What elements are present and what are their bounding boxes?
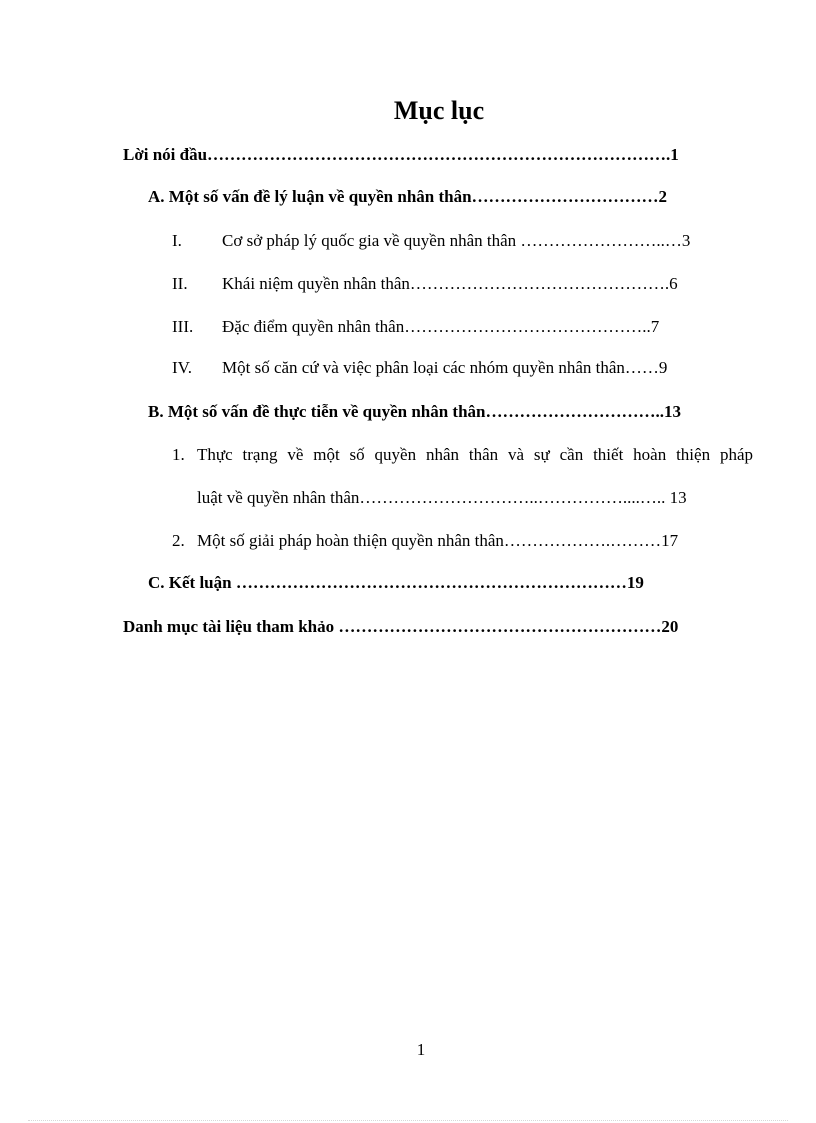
toc-entry-a4-number: IV. [172,358,192,377]
toc-entry-b1-number: 1. [172,445,185,464]
toc-entry-b1-line1: Thực trạng về một số quyền nhân thân và sự cần thiết hoàn thiện pháp [197,445,753,464]
toc-entry-a1: Cơ sở pháp lý quốc gia về quyền nhân thân ……………………..…3 [222,231,691,250]
toc-entry-a2: Khái niệm quyền nhân thân……………………………………….6 [222,274,678,293]
toc-entry-b2: Một số giải pháp hoàn thiện quyền nhân thân……………….………17 [197,531,679,550]
page-bottom-divider [28,1120,788,1121]
toc-entry-intro: Lời nói đầu……………………………………………………………………….1 [123,145,679,164]
toc-entry-b1-line2: luật về quyền nhân thân…………………………..……………....….. 13 [197,488,687,507]
toc-entry-section-c: C. Kết luận ……………………………………………………………19 [148,573,644,592]
toc-entry-a4: Một số căn cứ và việc phân loại các nhóm quyền nhân thân……9 [222,358,668,377]
page-number: 1 [416,1040,426,1059]
page-title: Mục lục [393,96,485,125]
toc-entry-a3: Đặc điểm quyền nhân thân……………………………………..7 [222,317,660,336]
toc-entry-a2-number: II. [172,274,188,293]
toc-entry-a1-number: I. [172,231,182,250]
toc-entry-b2-number: 2. [172,531,185,550]
toc-entry-section-b: B. Một số vấn đề thực tiễn về quyền nhân thân…………………………..13 [148,402,682,421]
toc-entry-section-a: A. Một số vấn đề lý luận về quyền nhân thân……………………………2 [148,187,668,206]
toc-entry-a3-number: III. [172,317,194,336]
toc-entry-references: Danh mục tài liệu tham khảo …………………………………………………20 [123,617,679,636]
